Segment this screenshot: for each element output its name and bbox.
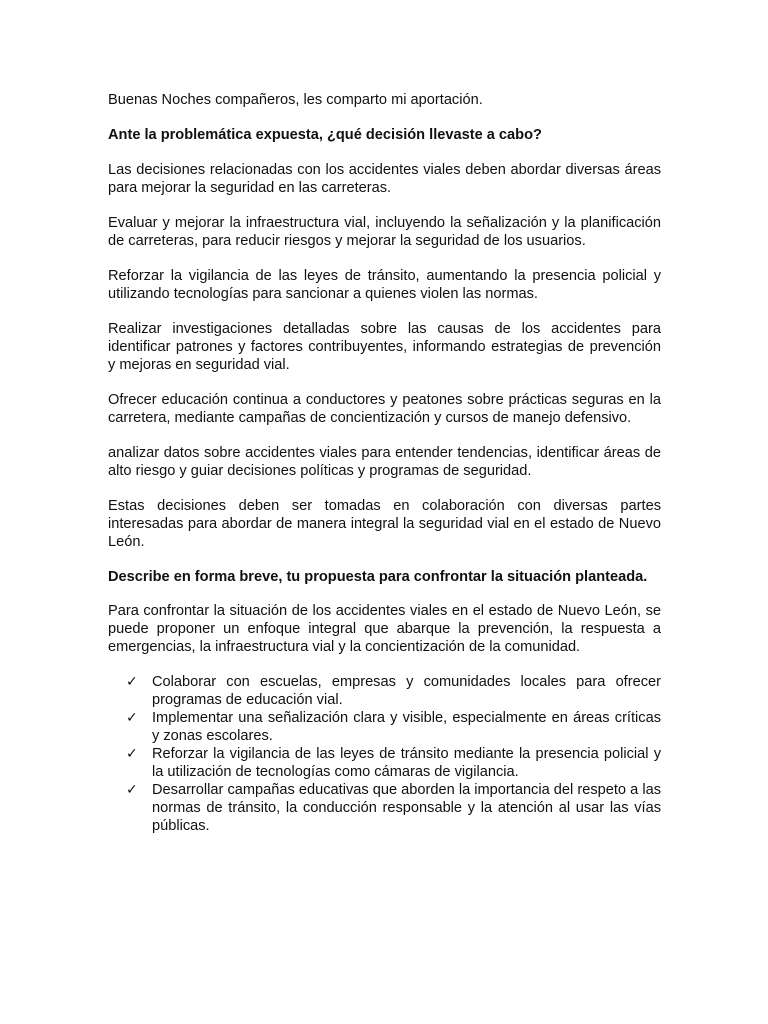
proposal-intro: Para confrontar la situación de los accidentes viales en el estado de Nuevo León, se puede proponer un enfoque integral que abarque la prevención, la respuesta a emergencias, la infraestructura vial y la concientización de la comunidad.	[108, 603, 661, 655]
list-item-text: Colaborar con escuelas, empresas y comunidades locales para ofrecer programas de educación vial.	[152, 674, 661, 708]
checkmark-icon: ✓	[126, 710, 138, 726]
paragraph: Evaluar y mejorar la infraestructura vial, incluyendo la señalización y la planificación de carreteras, para reducir riesgos y mejorar la seguridad de los usuarios.	[108, 215, 661, 249]
checkmark-icon: ✓	[126, 782, 138, 798]
question-heading-2: Describe en forma breve, tu propuesta para confrontar la situación planteada.	[108, 569, 648, 585]
paragraph: analizar datos sobre accidentes viales para entender tendencias, identificar áreas de alto riesgo y guiar decisiones políticas y programas de seguridad.	[108, 445, 661, 479]
paragraph: Ofrecer educación continua a conductores y peatones sobre prácticas seguras en la carretera, mediante campañas de concientización y cursos de manejo defensivo.	[108, 392, 661, 426]
paragraph: Estas decisiones deben ser tomadas en colaboración con diversas partes interesadas para abordar de manera integral la seguridad vial en el estado de Nuevo León.	[108, 498, 661, 550]
proposal-list	[108, 673, 661, 835]
list-item	[126, 781, 661, 835]
list-item	[126, 709, 661, 745]
list-item-text: Reforzar la vigilancia de las leyes de tránsito mediante la presencia policial y la utilización de tecnologías como cámaras de vigilancia.	[152, 746, 661, 780]
list-item-text: Implementar una señalización clara y visible, especialmente en áreas críticas y zonas escolares.	[152, 710, 661, 744]
paragraph: Realizar investigaciones detalladas sobre las causas de los accidentes para identificar patrones y factores contribuyentes, informando estrategias de prevención y mejoras en seguridad vial.	[108, 321, 661, 373]
document-body	[108, 91, 661, 835]
greeting-text: Buenas Noches compañeros, les comparto mi aportación.	[108, 92, 483, 108]
paragraph: Las decisiones relacionadas con los accidentes viales deben abordar diversas áreas para mejorar la seguridad en las carreteras.	[108, 162, 661, 196]
checkmark-icon: ✓	[126, 674, 138, 690]
question-heading-1: Ante la problemática expuesta, ¿qué decisión llevaste a cabo?	[108, 127, 542, 143]
paragraph: Reforzar la vigilancia de las leyes de tránsito, aumentando la presencia policial y utilizando tecnologías para sancionar a quienes violen las normas.	[108, 268, 661, 302]
list-item	[126, 673, 661, 709]
checkmark-icon: ✓	[126, 746, 138, 762]
list-item-text: Desarrollar campañas educativas que aborden la importancia del respeto a las normas de tránsito, la conducción responsable y la atención al usar las vías públicas.	[152, 782, 661, 834]
list-item	[126, 745, 661, 781]
